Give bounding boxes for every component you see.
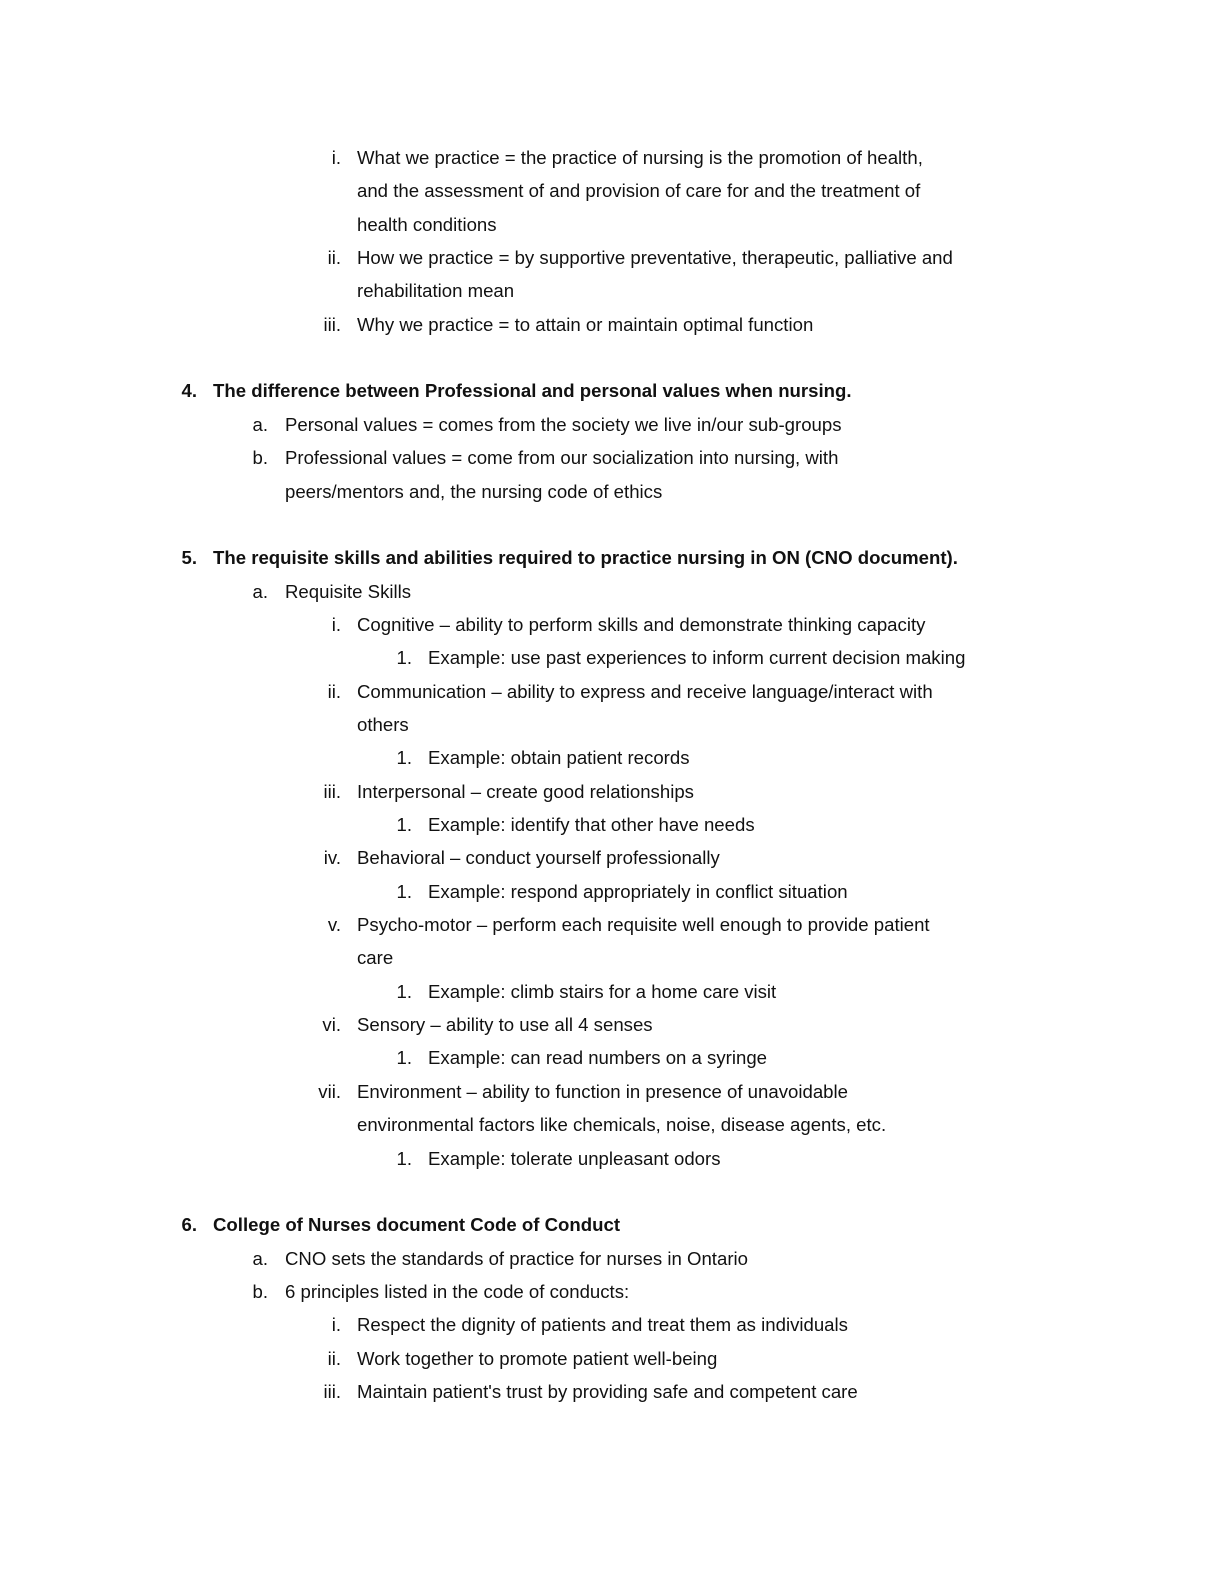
list-marker: 6. [181, 1214, 197, 1236]
list-marker: 4. [181, 380, 197, 402]
list-marker: ii. [327, 1347, 341, 1369]
list-marker: i. [331, 613, 341, 635]
list-marker: ii. [327, 247, 341, 269]
list-item-text: peers/mentors and, the nursing code of ethics [285, 480, 663, 502]
list-item-text: rehabilitation mean [357, 280, 515, 302]
list-item-text: Cognitive – ability to perform skills and demonstrate thinking capacity [357, 613, 926, 635]
list-marker: i. [331, 1314, 341, 1336]
list-item-text: Communication – ability to express and receive language/interact with [357, 680, 933, 702]
list-marker: b. [252, 1280, 268, 1302]
list-item-text: Example: respond appropriately in conflict situation [428, 880, 848, 902]
list-item-text: others [357, 713, 409, 735]
section-heading: College of Nurses document Code of Conduct [213, 1214, 621, 1236]
list-marker: 1. [396, 880, 412, 902]
list-item-text: and the assessment of and provision of care for and the treatment of [357, 180, 921, 202]
list-marker: 1. [396, 1147, 412, 1169]
list-marker: iii. [323, 313, 341, 335]
list-marker: iv. [323, 847, 341, 869]
list-marker: iii. [323, 780, 341, 802]
list-marker: 1. [396, 980, 412, 1002]
list-marker: 5. [181, 547, 197, 569]
list-item-text: Sensory – ability to use all 4 senses [357, 1014, 653, 1036]
list-item-text: Example: tolerate unpleasant odors [428, 1147, 721, 1169]
list-marker: 1. [396, 647, 412, 669]
list-item-text: care [357, 947, 394, 969]
list-marker: iii. [323, 1380, 341, 1402]
list-item-text: Example: climb stairs for a home care visit [428, 980, 777, 1002]
list-item-text: Psycho-motor – perform each requisite well enough to provide patient [357, 914, 930, 936]
list-item-text: Example: can read numbers on a syringe [428, 1047, 767, 1069]
list-item-text: CNO sets the standards of practice for nurses in Ontario [285, 1247, 748, 1269]
list-marker: b. [252, 447, 268, 469]
list-item-text: Example: obtain patient records [428, 747, 690, 769]
list-item-text: Interpersonal – create good relationships [357, 780, 694, 802]
list-item-text: Behavioral – conduct yourself professionally [357, 847, 720, 869]
list-item-text: Environment – ability to function in presence of unavoidable [357, 1080, 848, 1102]
list-item-text: Professional values = come from our socialization into nursing, with [285, 447, 839, 469]
section-heading: The requisite skills and abilities required to practice nursing in ON (CNO document). [213, 547, 958, 569]
list-item-text: Why we practice = to attain or maintain optimal function [357, 313, 814, 335]
list-item-text: health conditions [357, 213, 497, 235]
list-marker: i. [331, 147, 341, 168]
list-item-text: environmental factors like chemicals, noise, disease agents, etc. [357, 1114, 887, 1136]
list-marker: a. [252, 413, 268, 435]
list-item-text: Example: use past experiences to inform current decision making [428, 647, 966, 669]
list-marker: a. [252, 1247, 268, 1269]
list-item-text: What we practice = the practice of nursing is the promotion of health, [357, 147, 923, 168]
list-marker: ii. [327, 680, 341, 702]
list-item-text: Personal values = comes from the society we live in/our sub-groups [285, 413, 842, 435]
list-marker: 1. [396, 747, 412, 769]
list-marker: vii. [318, 1080, 341, 1102]
list-item-text: Maintain patient's trust by providing safe and competent care [357, 1380, 858, 1402]
list-marker: vi. [322, 1014, 341, 1036]
list-marker: 1. [396, 814, 412, 835]
list-item-text: Respect the dignity of patients and treat them as individuals [357, 1314, 848, 1336]
section-heading: The difference between Professional and personal values when nursing. [213, 380, 852, 402]
list-item-text: Work together to promote patient well-being [357, 1347, 718, 1369]
list-marker: v. [327, 914, 341, 936]
list-marker: a. [252, 580, 268, 602]
list-item-text: 6 principles listed in the code of conducts: [285, 1280, 630, 1302]
list-marker: 1. [396, 1047, 412, 1069]
list-item-text: How we practice = by supportive preventative, therapeutic, palliative and [357, 247, 953, 269]
list-item-text: Example: identify that other have needs [428, 814, 755, 835]
list-item-text: Requisite Skills [285, 580, 412, 602]
